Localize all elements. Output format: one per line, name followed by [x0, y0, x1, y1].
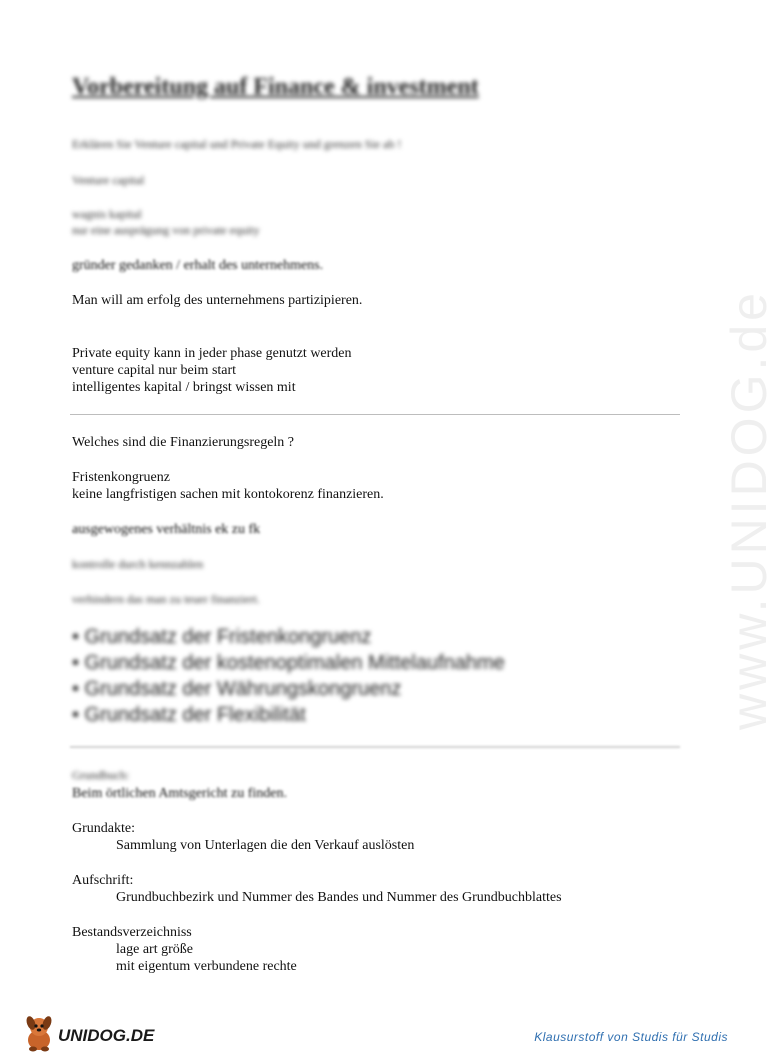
unidog-logo: [22, 1014, 162, 1052]
aufschrift-label: Aufschrift:: [72, 873, 134, 888]
fristenkongruenz-label: Fristenkongruenz: [72, 470, 170, 485]
fristenkongruenz-desc: keine langfristigen sachen mit kontokorenz finanzieren.: [72, 487, 384, 502]
verhindern-text: verhindern das man zu teuer finanziert.: [72, 592, 260, 606]
erfolg-text: Man will am erfolg des unternehmens partizipieren.: [72, 293, 363, 308]
bestandsverzeichnis-item-2: mit eigentum verbundene rechte: [116, 959, 297, 974]
logo-text: UNIDOG.DE: [58, 1026, 155, 1045]
watermark-text: www.UNIDOG.de: [721, 289, 777, 730]
grundakte-desc: Sammlung von Unterlagen die den Verkauf auslösten: [116, 838, 415, 853]
grundbuch-label: Grundbuch:: [72, 768, 130, 782]
list-item: • Grundsatz der Fristenkongruenz: [72, 626, 372, 648]
list-item: • Grundsatz der kostenoptimalen Mittelaufnahme: [72, 652, 505, 674]
question-venture-capital: Erklären Sie Venture capital und Private Equity und grenzen Sie ab !: [72, 137, 402, 151]
gruender-text: gründer gedanken / erhalt des unternehmens.: [72, 258, 324, 273]
ausgewogen-text: ausgewogenes verhältnis ek zu fk: [72, 522, 261, 537]
question-finanzierungsregeln: Welches sind die Finanzierungsregeln ?: [72, 435, 295, 450]
aufschrift-desc: Grundbuchbezirk und Nummer des Bandes und Nummer des Grundbuchblattes: [116, 890, 562, 905]
dog-mascot-icon: [22, 1014, 56, 1052]
private-equity-line-1: Private equity kann in jeder phase genutzt werden: [72, 346, 352, 361]
list-item: • Grundsatz der Währungskongruenz: [72, 678, 402, 700]
private-equity-line-3: intelligentes kapital / bringst wissen mit: [72, 380, 296, 395]
private-equity-line-2: venture capital nur beim start: [72, 363, 237, 378]
grundsatz-list: [72, 624, 505, 728]
auspraegung-text: nur eine ausprägung von private equity: [72, 223, 260, 237]
list-item: • Grundsatz der Flexibilität: [72, 704, 306, 726]
bestandsverzeichnis-label: Bestandsverzeichniss: [72, 925, 192, 940]
page-title: Vorbereitung auf Finance & investment: [72, 74, 479, 100]
section-divider-2: [70, 746, 680, 748]
grundbuch-desc: Beim örtlichen Amtsgericht zu finden.: [72, 786, 288, 801]
venture-capital-label: Venture capital: [72, 173, 145, 187]
section-divider-1: [70, 414, 680, 415]
wagnis-kapital-text: wagnis kapital: [72, 207, 142, 221]
bestandsverzeichnis-item-1: lage art größe: [116, 942, 193, 957]
kontrolle-text: kontrolle durch kennzahlen: [72, 557, 204, 571]
grundakte-label: Grundakte:: [72, 821, 135, 836]
footer-tagline: Klausurstoff von Studis für Studis: [534, 1030, 728, 1044]
